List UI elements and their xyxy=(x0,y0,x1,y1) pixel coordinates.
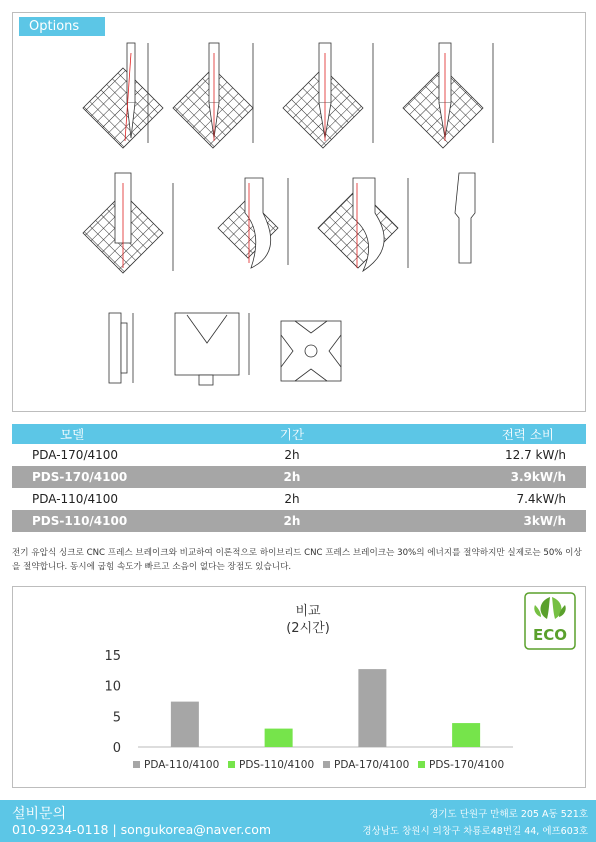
header-power: 전력 소비 xyxy=(501,427,554,442)
die-drawing-7 xyxy=(318,178,408,271)
legend-label: PDS-110/4100 xyxy=(239,759,315,771)
cell-period: 2h xyxy=(283,470,301,484)
footer-title: 설비문의 xyxy=(12,806,67,822)
bar-1 xyxy=(171,702,199,747)
die-drawing-4 xyxy=(403,43,493,148)
cell-model: PDA-110/4100 xyxy=(32,492,119,506)
footer-address-2: 경상남도 창원시 의창구 차룡로48번길 44, 에프603호 xyxy=(362,826,588,837)
legend-swatch xyxy=(323,761,330,768)
options-tag: Options xyxy=(19,17,105,36)
die-drawing-2 xyxy=(173,43,253,148)
table-header xyxy=(12,424,586,444)
y-tick-label: 5 xyxy=(112,710,121,726)
legend-label: PDS-170/4100 xyxy=(429,759,505,771)
bar-3 xyxy=(358,669,386,747)
table-row xyxy=(12,510,586,532)
cell-power: 7.4kW/h xyxy=(516,492,566,506)
footer-address-1: 경기도 단원구 만해로 205 A동 521호 xyxy=(429,809,588,820)
legend-swatch xyxy=(133,761,140,768)
y-tick-label: 15 xyxy=(104,649,121,664)
die-drawing-5 xyxy=(83,173,173,273)
comparison-chart xyxy=(13,587,587,789)
y-tick-label: 0 xyxy=(112,741,121,756)
die-drawing-10 xyxy=(175,313,249,385)
table-row xyxy=(12,466,586,488)
chart-title: 비교 xyxy=(295,604,321,619)
footer-contact[interactable]: 010-9234-0118 | songukorea@naver.com xyxy=(12,822,272,837)
cell-period: 2h xyxy=(284,448,300,462)
die-drawing-6 xyxy=(218,178,288,268)
cell-period: 2h xyxy=(284,492,300,506)
options-panel xyxy=(12,12,586,412)
header-model: 모델 xyxy=(60,427,85,442)
y-tick-label: 10 xyxy=(104,679,121,695)
chart-panel xyxy=(12,586,586,788)
cell-model: PDA-170/4100 xyxy=(32,448,119,462)
cell-power: 3.9kW/h xyxy=(510,470,566,484)
die-drawing-8 xyxy=(455,173,475,263)
footer xyxy=(0,800,596,842)
die-drawing-9 xyxy=(109,313,133,383)
tooling-drawings xyxy=(13,13,587,413)
legend-swatch xyxy=(418,761,425,768)
cell-power: 3kW/h xyxy=(523,514,566,528)
chart-subtitle: (2시간) xyxy=(286,621,330,636)
spec-table xyxy=(12,424,586,532)
description-text: 전기 유압식 싱크로 CNC 프레스 브레이크와 비교하여 이론적으로 하이브리드 CNC 프레스 브레이크는 30%의 에너지를 절약하지만 실제로는 50% 이상을 절약합니다. 동시에 굽힘 속도가 빠르고 소음이 없다는 장점도 있습니다. xyxy=(12,548,582,572)
bar-2 xyxy=(265,729,293,747)
legend-label: PDA-110/4100 xyxy=(144,759,220,771)
eco-text: ECO xyxy=(532,626,568,644)
die-drawing-1 xyxy=(83,43,163,148)
legend-label: PDA-170/4100 xyxy=(334,759,410,771)
cell-power: 12.7 kW/h xyxy=(505,448,566,462)
table-row xyxy=(12,488,586,510)
cell-period: 2h xyxy=(283,514,301,528)
die-drawing-11 xyxy=(281,321,341,381)
cell-model: PDS-170/4100 xyxy=(32,470,128,484)
bar-4 xyxy=(452,723,480,747)
eco-badge xyxy=(525,593,575,649)
cell-model: PDS-110/4100 xyxy=(32,514,128,528)
table-row xyxy=(12,444,586,466)
die-drawing-3 xyxy=(283,43,373,148)
legend-swatch xyxy=(228,761,235,768)
header-period: 기간 xyxy=(279,427,305,442)
